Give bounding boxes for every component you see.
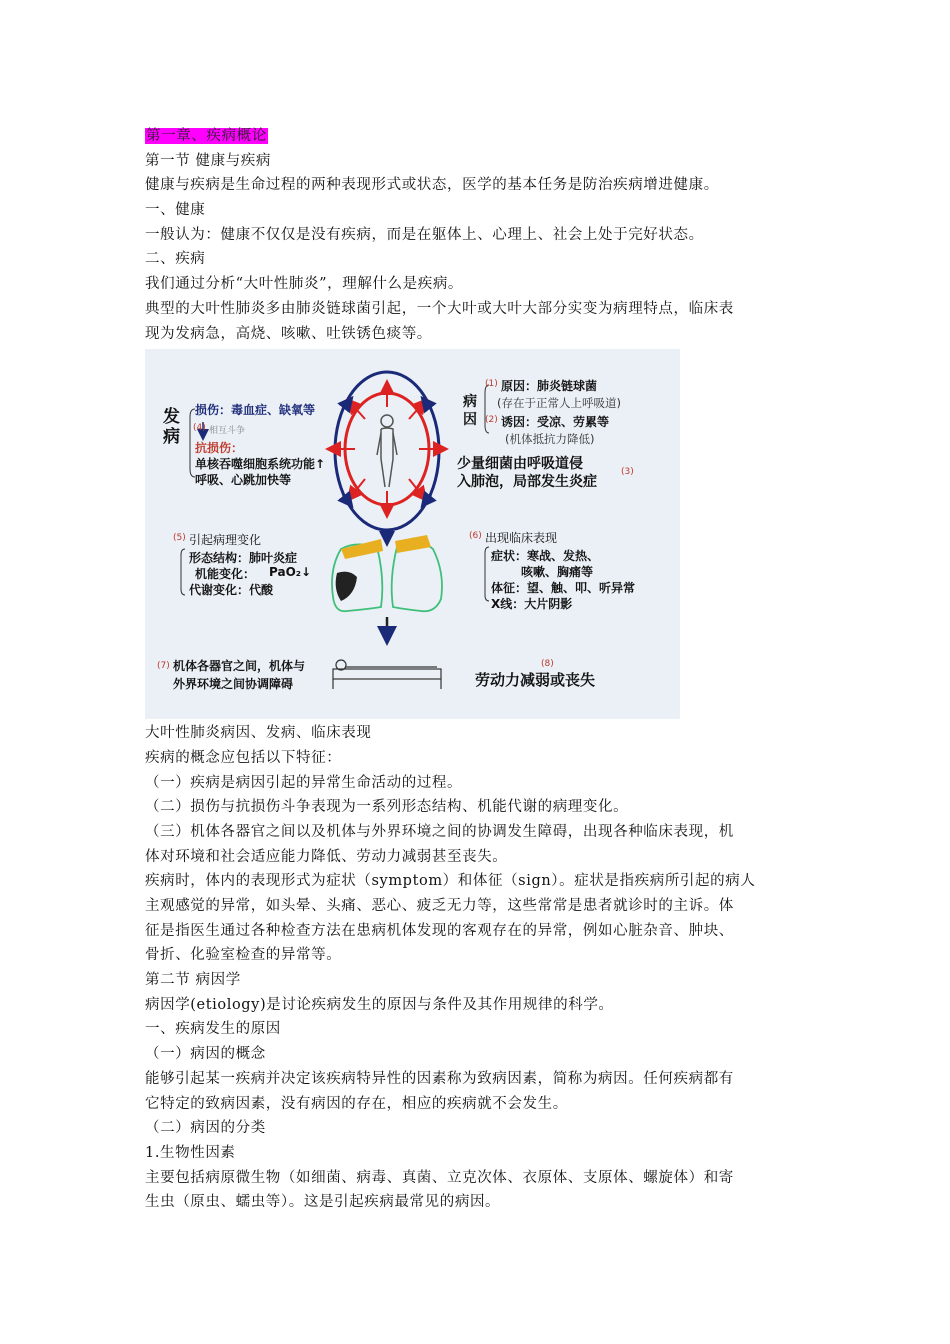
anti-2: 呼吸、心跳加快等 (195, 473, 292, 488)
human-figure (377, 415, 397, 487)
paragraph: 主观感觉的异常，如头晕、头痛、恶心、疲乏无力等，这些常常是患者就诊时的主诉。体 (145, 898, 734, 914)
coord-1: 机体各器官之间，机体与 (173, 659, 306, 674)
paragraph: 病因学(etiology)是讨论疾病发生的原因与条件及其作用规律的科学。 (145, 996, 614, 1013)
cause-label-text: 病因 (463, 394, 477, 429)
struggle-text: 相互斗争 (209, 426, 246, 437)
lung-consolidation (336, 572, 357, 601)
paragraph: 骨折、化验室检查的异常等。 (145, 947, 342, 964)
note-3: (3) (621, 467, 634, 478)
figure-caption: 大叶性肺炎病因、发病、临床表现 (145, 725, 372, 742)
patho-morph: 形态结构：肺叶炎症 (189, 551, 298, 566)
clin-sign: 体征：望、触、叩、听异常 (491, 581, 636, 596)
heading: 一、疾病发生的原因 (145, 1021, 281, 1038)
cause-1b: (存在于正常人上呼吸道) (497, 396, 621, 411)
feature-item: （一）疾病是病因引起的异常生命活动的过程。 (145, 774, 463, 791)
paragraph: 疾病的概念应包括以下特征： (145, 749, 342, 766)
patient-bed (333, 660, 441, 689)
note-5: (5) (173, 533, 186, 544)
cause-label (463, 393, 478, 429)
clin-xray: X线：大片阴影 (491, 597, 573, 612)
onset-label (163, 407, 180, 447)
patho-metab: 代谢变化：代酸 (189, 583, 274, 598)
pneumonia-diagram (145, 349, 680, 719)
paragraph: 一般认为：健康不仅仅是没有疾病，而是在躯体上、心理上、社会上处于完好状态。 (145, 226, 704, 243)
clin-symptom-2: 咳嗽、胸痛等 (521, 565, 594, 580)
onset-text: 发病 (163, 407, 180, 448)
note-2: (2) (485, 415, 498, 426)
heading: 二、疾病 (145, 251, 206, 268)
clin-symptom-1: 症状：寒战、发热、 (491, 549, 600, 564)
coord-2: 外界环境之间协调障碍 (173, 677, 294, 692)
paragraph: 征是指医生通过各种检查方法在患病机体发现的客观存在的异常，例如心脏杂音、肿块、 (145, 922, 734, 939)
paragraph: 现为发病急，高烧、咳嗽、吐铁锈色痰等。 (145, 325, 432, 342)
chapter-title-line (145, 124, 810, 149)
paragraph: 生虫（原虫、蠕虫等）。这是引起疾病最常见的病因。 (145, 1194, 501, 1211)
paragraph: 能够引起某一疾病并决定该疾病特异性的因素称为致病因素，简称为病因。任何疾病都有 (145, 1070, 734, 1087)
heading: （二）病因的分类 (145, 1120, 266, 1137)
note-8: (8) (541, 659, 554, 670)
section-title: 第二节 病因学 (145, 972, 241, 989)
note-1: (1) (485, 379, 498, 390)
lung-highlight-right (395, 535, 431, 553)
feature-item: 体对环境和社会适应能力降低、劳动力减弱甚至丧失。 (145, 848, 508, 865)
heading: 1.生物性因素 (145, 1144, 236, 1161)
injury-text: 损伤：毒血症、缺氧等 (195, 403, 316, 418)
anti-injury-text: 抗损伤： (195, 441, 244, 456)
patho-func: 机能变化： (195, 567, 256, 582)
document-page (145, 124, 810, 1215)
chapter-title: 第一章、疾病概论 (146, 128, 267, 144)
section-title: 第一节 健康与疾病 (145, 152, 272, 169)
labor-text: 劳动力减弱或丧失 (475, 671, 596, 690)
heading: （一）病因的概念 (145, 1046, 266, 1063)
cause-2b: (机体抵抗力降低) (505, 432, 595, 447)
paragraph: 我们通过分析“大叶性肺炎”，理解什么是疾病。 (145, 276, 464, 293)
heading: 一、健康 (145, 202, 206, 219)
feature-item: （二）损伤与抗损伤斗争表现为一系列形态结构、机能代谢的病理变化。 (145, 799, 629, 816)
paragraph: 疾病时，体内的表现形式为症状（symptom）和体征（sign）。症状是指疾病所引起的病人 (145, 873, 756, 890)
paragraph: 主要包括病原微生物（如细菌、病毒、真菌、立克次体、衣原体、支原体、螺旋体）和寄 (145, 1169, 734, 1186)
infect-2: 入肺泡，局部发生炎症 (457, 474, 597, 491)
clin-title: 出现临床表现 (485, 531, 558, 546)
patho-pao2: PaO₂↓ (269, 565, 312, 580)
paragraph: 健康与疾病是生命过程的两种表现形式或状态，医学的基本任务是防治疾病增进健康。 (145, 177, 719, 194)
lung-highlight-left (341, 539, 383, 559)
patho-title: 引起病理变化 (189, 533, 262, 548)
note-6: (6) (469, 531, 482, 542)
note-7: (7) (157, 661, 170, 672)
anti-1: 单核吞噬细胞系统功能↑ (195, 457, 326, 472)
feature-item: （三）机体各器官之间以及机体与外界环境之间的协调发生障碍，出现各种临床表现，机 (145, 823, 734, 840)
cause-2: 诱因：受凉、劳累等 (501, 415, 610, 430)
paragraph: 典型的大叶性肺炎多由肺炎链球菌引起，一个大叶或大叶大部分实变为病理特点，临床表 (145, 300, 734, 317)
note-4: (4) (193, 423, 206, 434)
paragraph: 它特定的致病因素，没有病因的存在，相应的疾病就不会发生。 (145, 1095, 568, 1112)
cause-1: 原因：肺炎链球菌 (501, 379, 598, 394)
infect-1: 少量细菌由呼吸道侵 (457, 456, 583, 473)
